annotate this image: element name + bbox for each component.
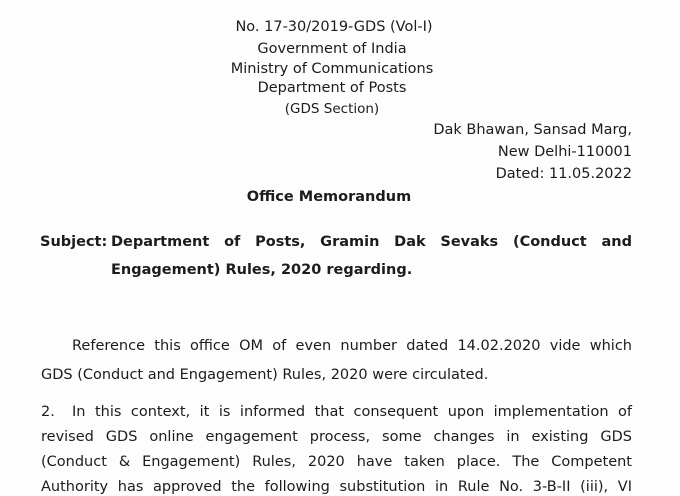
paragraph-1-line-1: Reference this office OM of even number dated 14.02.2020 vide which (72, 338, 632, 354)
document-title: Office Memorandum (246, 189, 412, 205)
paragraph-2-number: 2. (41, 404, 55, 420)
subject-text-line-1: Department of Posts, Gramin Dak Sevaks (Conduct and (111, 234, 632, 250)
date-line: Dated: 11.05.2022 (495, 166, 632, 182)
subject-label: Subject: (40, 234, 108, 250)
government-line: Government of India (257, 41, 407, 57)
paragraph-2-line-1: In this context, it is informed that consequent upon implementation of (72, 404, 632, 420)
address-line-1: Dak Bhawan, Sansad Marg, (433, 122, 632, 138)
ministry-line: Ministry of Communications (230, 61, 434, 77)
paragraph-2-line-4: Authority has approved the following substitution in Rule No. 3-B-II (iii), VI (41, 479, 632, 495)
paragraph-2-line-2: revised GDS online engagement process, some changes in existing GDS (41, 429, 632, 445)
paragraph-2-line-3: (Conduct & Engagement) Rules, 2020 have taken place. The Competent (41, 454, 632, 470)
section-line: (GDS Section) (284, 101, 380, 117)
subject-text-line-2: Engagement) Rules, 2020 regarding. (111, 262, 413, 278)
paragraph-1-line-2: GDS (Conduct and Engagement) Rules, 2020 were circulated. (41, 367, 489, 383)
address-line-2: New Delhi-110001 (497, 144, 632, 160)
file-number: No. 17-30/2019-GDS (Vol-I) (235, 19, 433, 35)
department-line: Department of Posts (257, 80, 407, 96)
